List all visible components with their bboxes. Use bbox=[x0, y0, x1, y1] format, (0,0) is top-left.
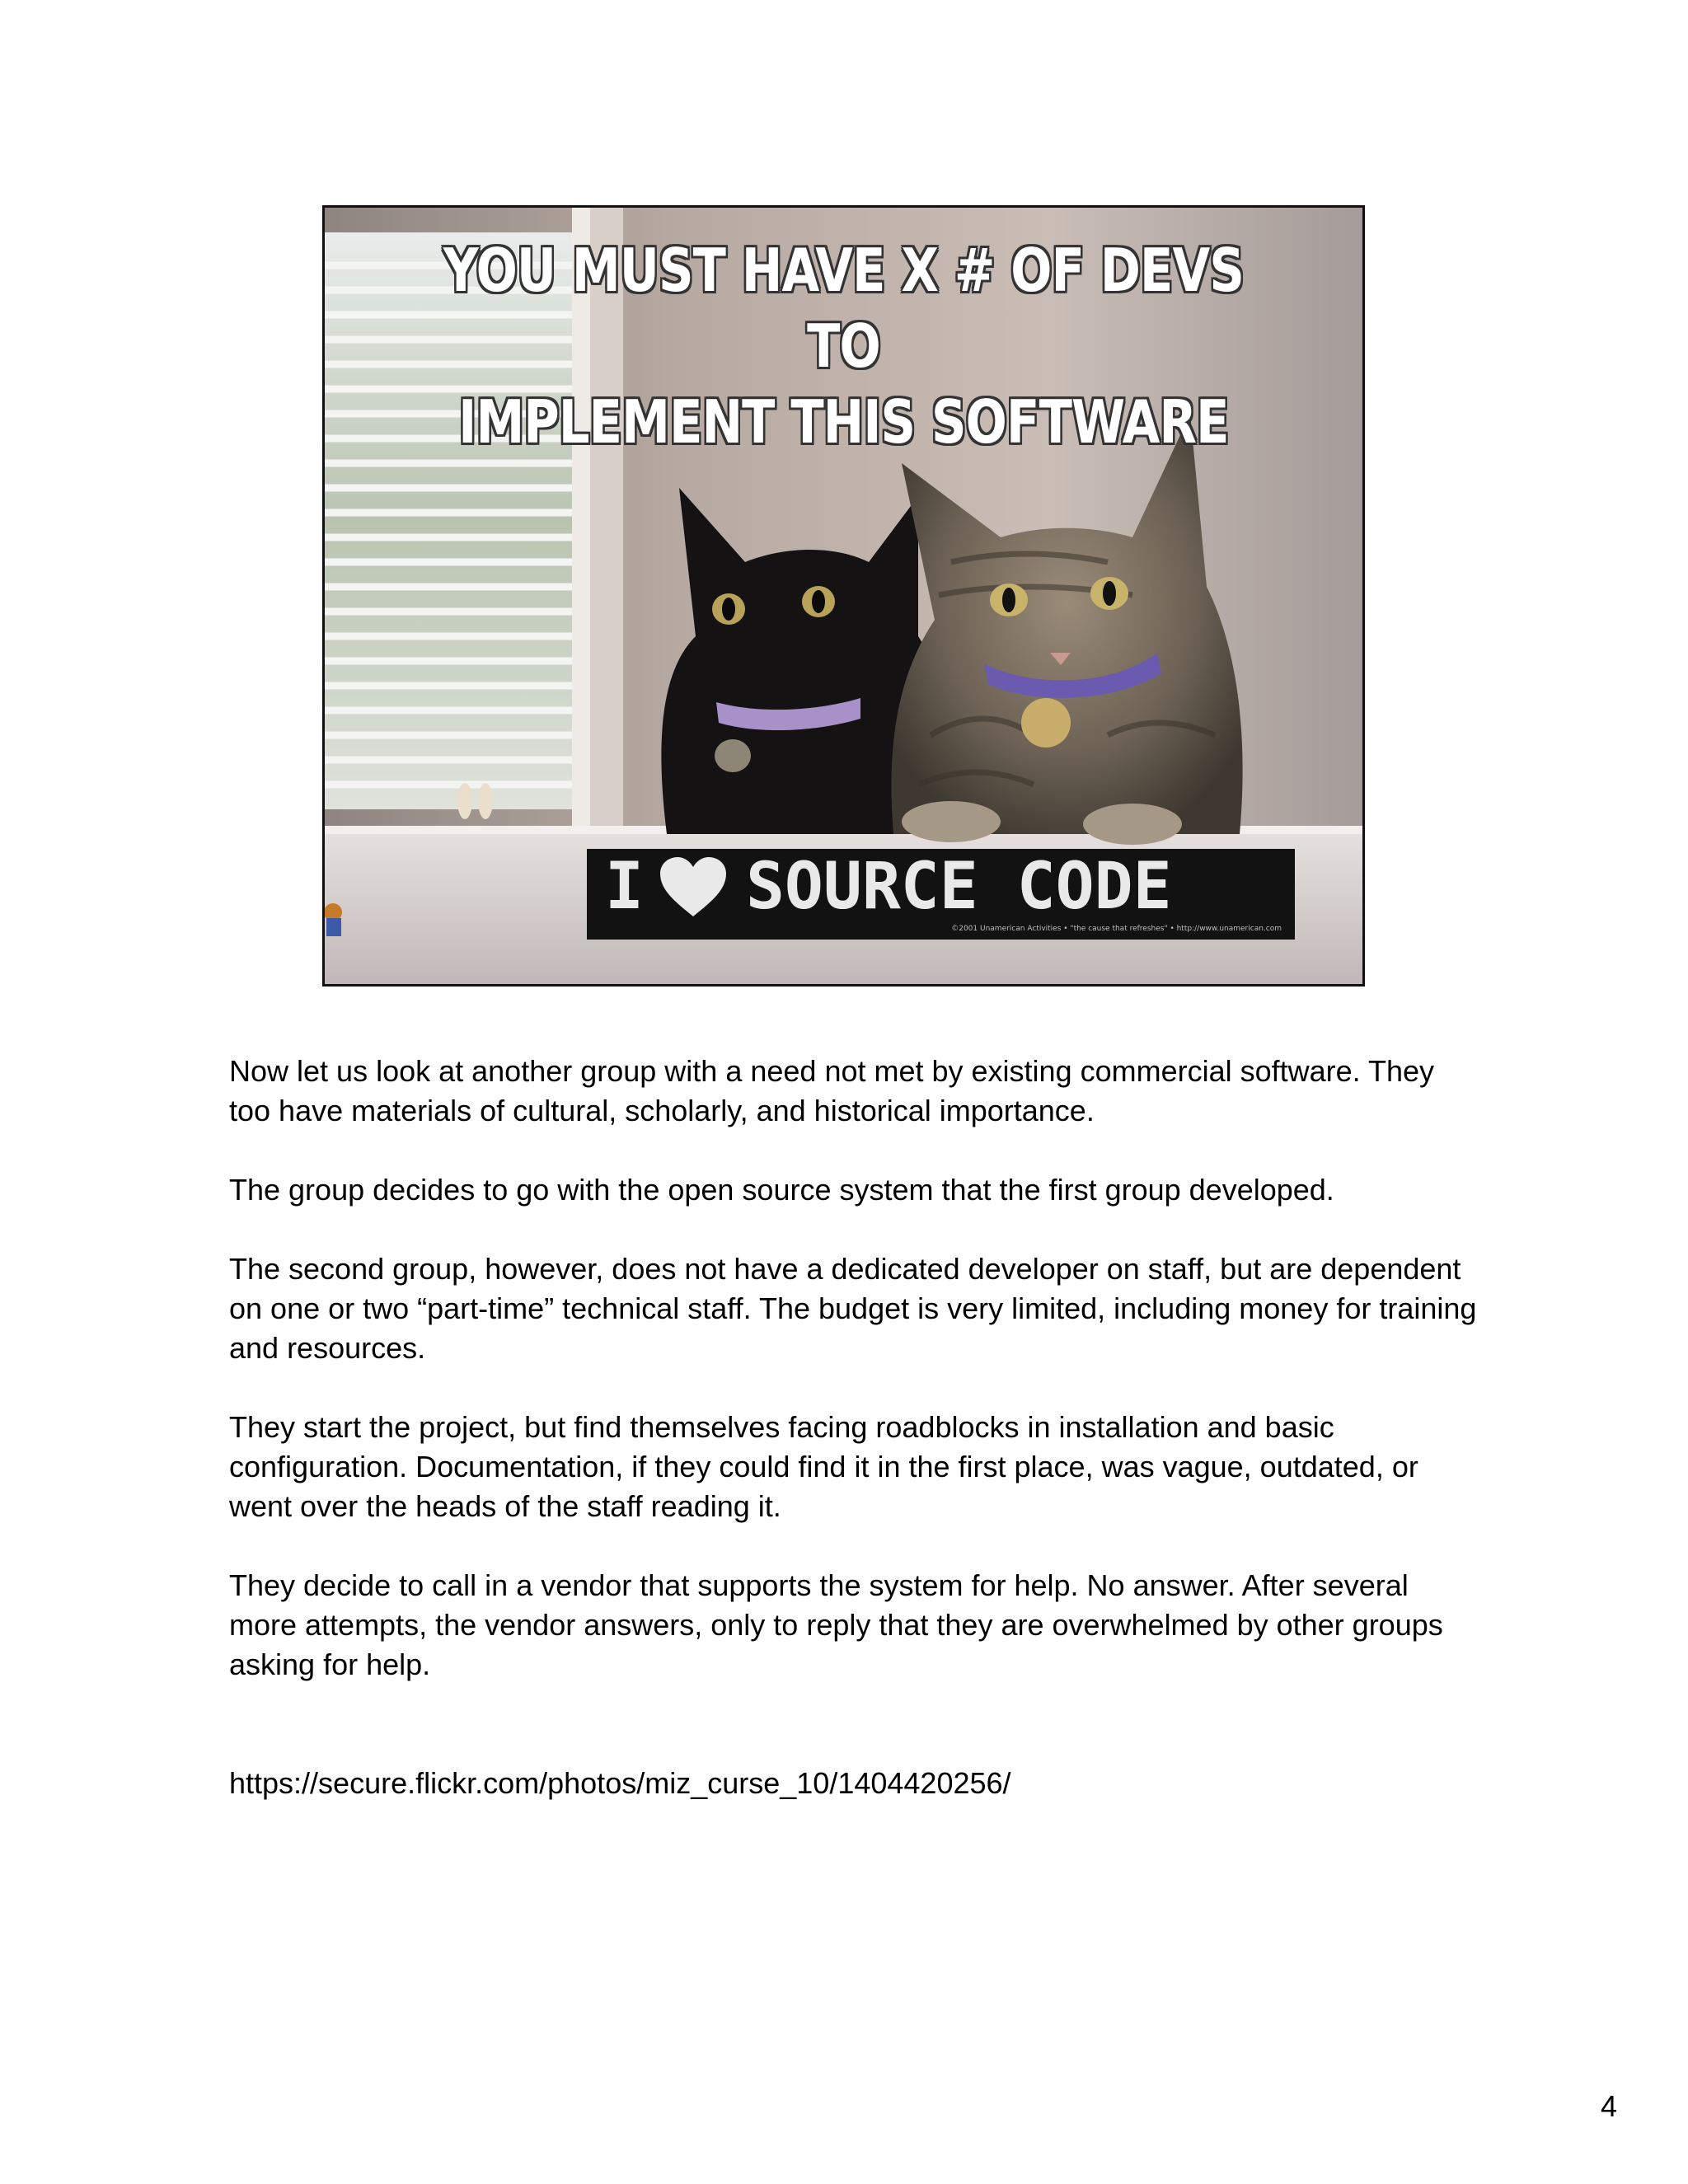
heart-icon bbox=[659, 855, 728, 918]
sticker-fine-print: ©2001 Unamerican Activities • "the cause that refreshes" • http://www.unamerican.com bbox=[951, 925, 1282, 933]
page-number: 4 bbox=[1601, 2089, 1618, 2123]
meme-caption bbox=[418, 232, 1268, 460]
meme-caption-line-1: YOU MUST HAVE X # OF DEVS TO bbox=[443, 236, 1245, 381]
sticker-text: SOURCE CODE bbox=[745, 850, 1172, 924]
paragraph: Now let us look at another group with a need not met by existing commercial software. They too have materials of cultural, scholarly, and historical importance. bbox=[229, 1054, 1435, 1127]
source-code-sticker bbox=[587, 849, 1295, 940]
notes-body bbox=[229, 1052, 1482, 1843]
source-url: https://secure.flickr.com/photos/miz_curse_10/1404420256/ bbox=[229, 1766, 1011, 1800]
sticker-i: I bbox=[605, 850, 644, 924]
figurine bbox=[325, 903, 342, 936]
meme-image bbox=[322, 205, 1365, 987]
paragraph: They decide to call in a vendor that supports the system for help. No answer. After several more attempts, the vendor answers, only to reply that they are overwhelmed by other groups asking for help. bbox=[229, 1568, 1443, 1681]
paragraph: The group decides to go with the open source system that the first group developed. bbox=[229, 1173, 1334, 1207]
paragraph: They start the project, but find themselves facing roadblocks in installation and basic configuration. Documentation, if they could find it in the first place, was vague, outdated, or went over the heads of the staff reading it. bbox=[229, 1410, 1418, 1523]
meme-caption-line-2: IMPLEMENT THIS SOFTWARE bbox=[458, 387, 1229, 457]
paragraph: The second group, however, does not have a dedicated developer on staff, but are dependent on one or two “part-time” technical staff. The budget is very limited, including money for training and resources. bbox=[229, 1252, 1477, 1365]
